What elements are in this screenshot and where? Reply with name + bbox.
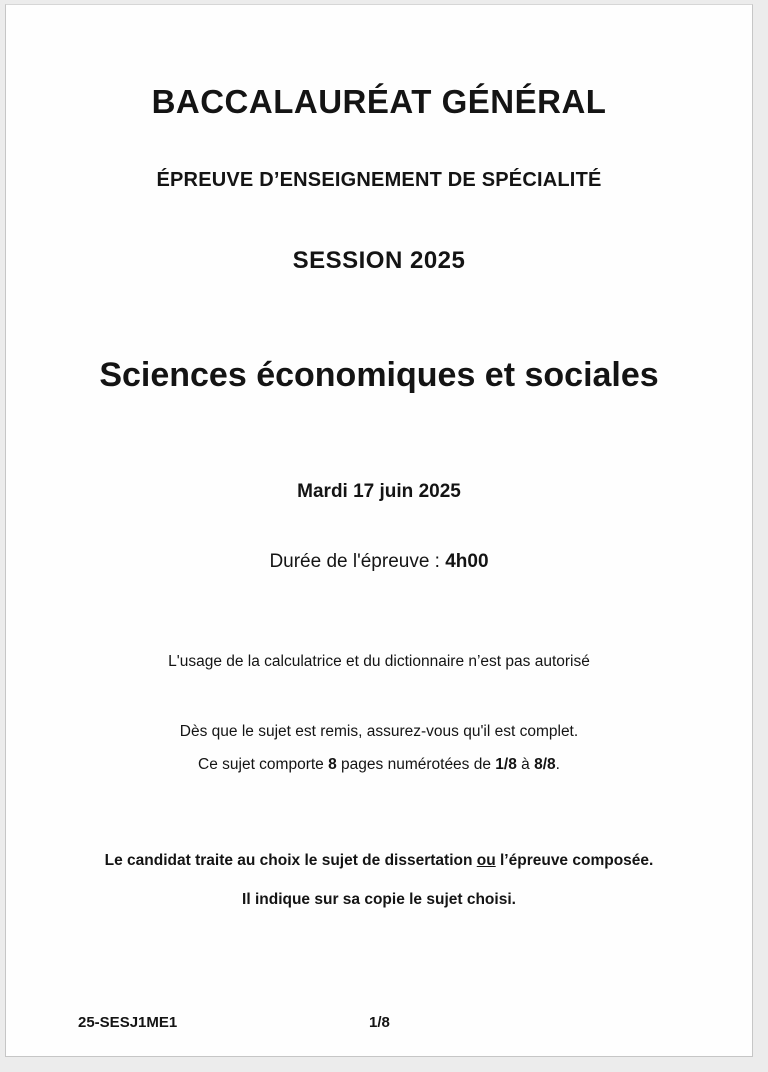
page-number: 1/8	[369, 1014, 390, 1031]
pages-notice	[6, 756, 752, 774]
completeness-notice: Dès que le sujet est remis, assurez-vous qu'il est complet.	[179, 723, 579, 740]
pages-to: 8/8	[534, 756, 556, 773]
pages-notice-middle: pages numérotées de	[336, 756, 496, 773]
pages-notice-prefix: Ce sujet comporte	[198, 756, 329, 773]
exam-type-heading: ÉPREUVE D’ENSEIGNEMENT DE SPÉCIALITÉ	[156, 169, 602, 191]
duration-value: 4h00	[445, 551, 489, 572]
document-page	[5, 4, 753, 1057]
exam-duration	[6, 551, 752, 573]
copy-instruction: Il indique sur sa copie le sujet choisi.	[242, 891, 516, 908]
duration-label: Durée de l'épreuve :	[269, 551, 446, 572]
document-title: BACCALAURÉAT GÉNÉRAL	[151, 83, 607, 120]
document-reference: 25-SESJ1ME1	[78, 1014, 178, 1031]
pages-to-word: à	[516, 756, 535, 773]
exam-date: Mardi 17 juin 2025	[297, 481, 461, 502]
subject-heading: Sciences économiques et sociales	[99, 356, 659, 394]
choice-instruction-or: ou	[476, 852, 496, 869]
pages-notice-suffix: .	[555, 756, 560, 773]
choice-instruction-suffix: l’épreuve composée.	[495, 852, 654, 869]
choice-instruction-prefix: Le candidat traite au choix le sujet de dissertation	[104, 852, 477, 869]
pages-count: 8	[328, 756, 337, 773]
choice-instruction	[6, 852, 752, 870]
session-heading: SESSION 2025	[292, 247, 466, 274]
calculator-notice: L'usage de la calculatrice et du dictionnaire n’est pas autorisé	[168, 653, 590, 670]
pages-from: 1/8	[495, 756, 517, 773]
